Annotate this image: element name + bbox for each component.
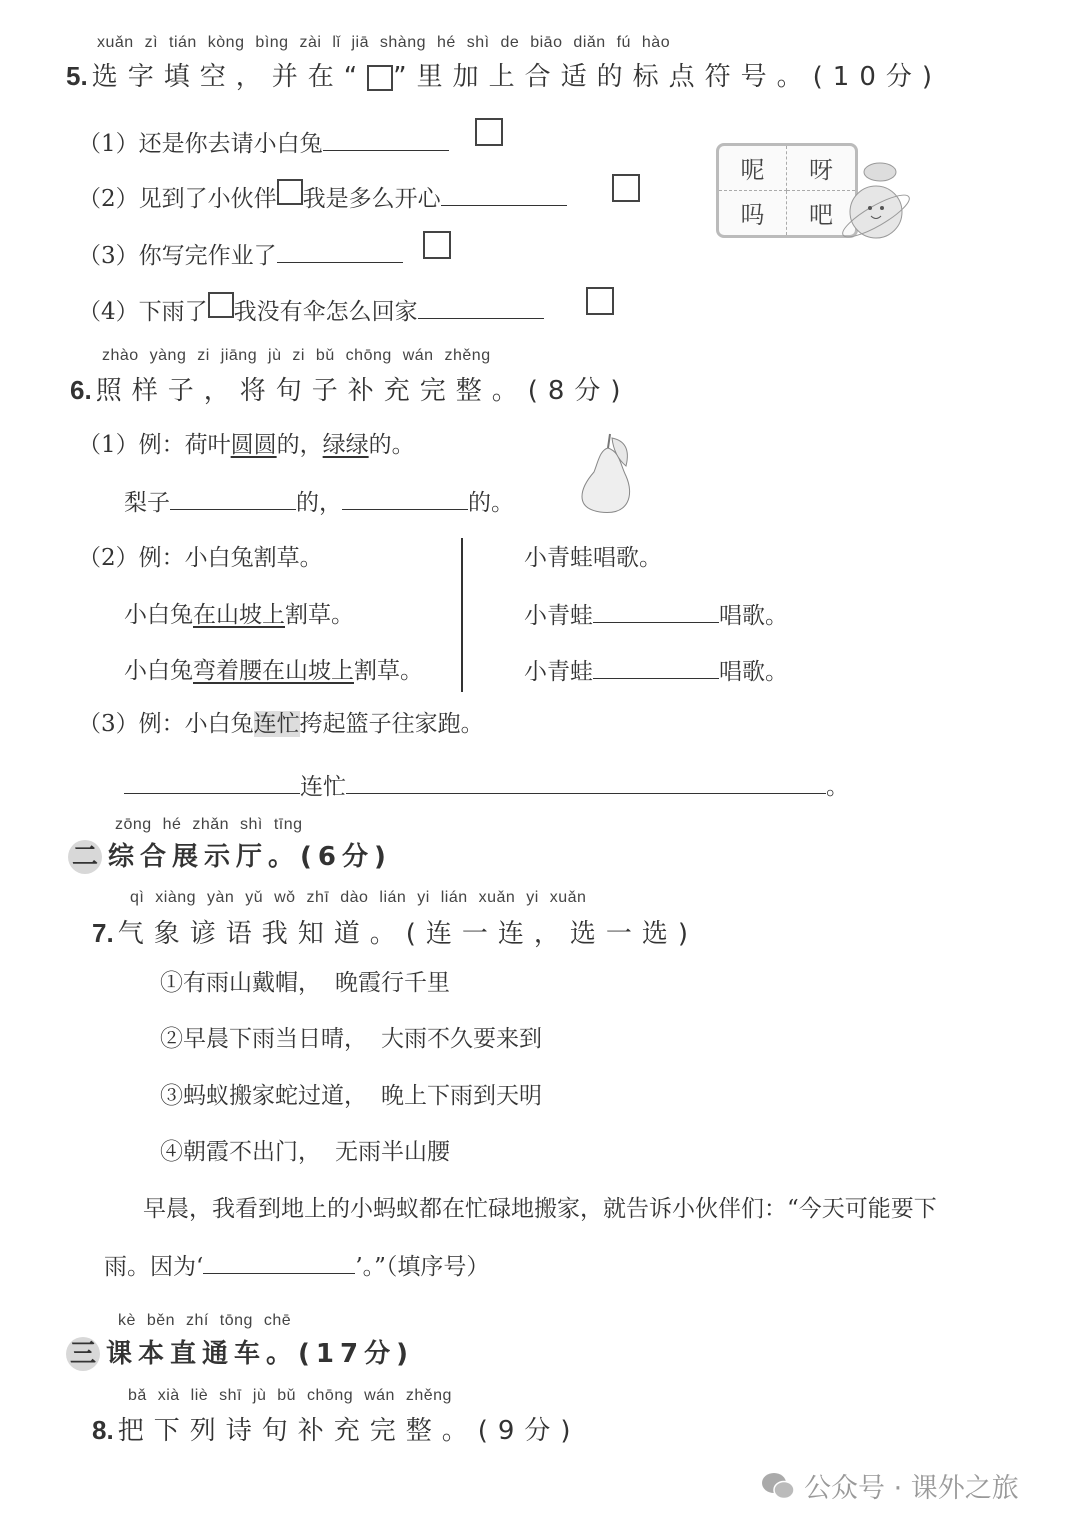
item-label: （2） bbox=[78, 186, 139, 212]
text: 梨子 bbox=[124, 490, 170, 516]
text: 小青蛙 bbox=[524, 603, 593, 629]
q5-item-1 bbox=[78, 128, 449, 159]
text: 割草。 bbox=[354, 658, 423, 684]
text: 割草。 bbox=[285, 602, 354, 628]
proverb-right[interactable]: 大雨不久要来到 bbox=[381, 1026, 542, 1052]
punct-box[interactable] bbox=[586, 287, 614, 315]
text: 雨。因为‘ bbox=[104, 1254, 204, 1280]
proverb-right[interactable]: 无雨半山腰 bbox=[335, 1139, 450, 1165]
underlined-word: 绿绿 bbox=[322, 432, 369, 458]
watermark bbox=[760, 1466, 1019, 1505]
proverb-right[interactable]: 晚霞行千里 bbox=[335, 970, 450, 996]
answer-blank[interactable] bbox=[441, 183, 567, 206]
sec2-title-text: 综合展示厅。(6分) bbox=[108, 842, 392, 872]
q8-title-text: 把下列诗句补充完整。(9分) bbox=[117, 1416, 581, 1446]
q5-number: 5. bbox=[66, 61, 88, 91]
text: 的。 bbox=[368, 432, 415, 458]
answer-blank[interactable] bbox=[124, 771, 300, 794]
q6-p3-example bbox=[78, 709, 484, 739]
item-label: （3） bbox=[78, 243, 139, 269]
q7-number: 7. bbox=[92, 918, 114, 948]
sec3-title-text: 课本直通车。(17分) bbox=[106, 1339, 414, 1369]
item-text: 见到了小伙伴 bbox=[138, 186, 277, 212]
q6-p1-answer bbox=[124, 487, 514, 518]
word-choice: 呢 bbox=[719, 146, 787, 191]
planet-illustration bbox=[840, 150, 920, 250]
text: 的， bbox=[276, 432, 323, 458]
section-badge: 三 bbox=[66, 1337, 100, 1371]
item-text: 下雨了 bbox=[138, 299, 208, 325]
text: 的， bbox=[296, 490, 342, 516]
punct-box[interactable] bbox=[612, 174, 640, 202]
text: 小青蛙 bbox=[524, 659, 593, 685]
text: （1）例：荷叶 bbox=[78, 432, 231, 458]
answer-blank[interactable] bbox=[170, 487, 296, 510]
answer-blank[interactable] bbox=[593, 600, 719, 623]
answer-blank[interactable] bbox=[346, 771, 826, 794]
answer-blank[interactable] bbox=[277, 240, 403, 263]
q7-title-text: 气象谚语我知道。(连一连，选一选) bbox=[117, 919, 698, 949]
text: 的。 bbox=[468, 490, 514, 516]
proverb-3 bbox=[160, 1081, 542, 1111]
proverb-left[interactable]: ③蚂蚁搬家蛇过道， bbox=[160, 1083, 367, 1109]
proverb-left[interactable]: ②早晨下雨当日晴， bbox=[160, 1026, 367, 1052]
answer-blank[interactable] bbox=[203, 1251, 355, 1274]
sec3-title bbox=[66, 1333, 414, 1371]
proverb-right[interactable]: 晚上下雨到天明 bbox=[381, 1083, 542, 1109]
q5-title bbox=[66, 56, 942, 93]
q6-number: 6. bbox=[70, 375, 92, 405]
answer-blank[interactable] bbox=[593, 656, 719, 679]
proverb-1 bbox=[160, 968, 450, 998]
underlined-phrase: 在山坡上 bbox=[193, 602, 285, 628]
pear-illustration bbox=[570, 428, 645, 516]
answer-blank[interactable] bbox=[342, 487, 468, 510]
q6-p3-answer bbox=[124, 771, 849, 802]
text: 唱歌。 bbox=[719, 659, 788, 685]
underlined-word: 圆圆 bbox=[230, 432, 277, 458]
q8-number: 8. bbox=[92, 1415, 114, 1445]
divider-line bbox=[461, 538, 463, 692]
q5-item-2 bbox=[78, 183, 567, 214]
q6-title bbox=[70, 370, 631, 407]
item-text: 我没有伞怎么回家 bbox=[233, 299, 418, 325]
punct-box[interactable] bbox=[475, 118, 503, 146]
answer-blank[interactable] bbox=[418, 296, 544, 319]
q5-title-b: ”里加上合适的标点符号。(10分) bbox=[393, 62, 943, 92]
q8-title bbox=[92, 1410, 581, 1447]
q6-p2-example: （2）例：小白兔割草。 bbox=[78, 545, 323, 571]
answer-blank[interactable] bbox=[323, 128, 449, 151]
punct-box[interactable] bbox=[423, 231, 451, 259]
word-choice: 吗 bbox=[719, 191, 787, 236]
item-text: 还是你去请小白兔 bbox=[138, 131, 323, 157]
q6-p2-line3 bbox=[124, 656, 423, 686]
proverb-2 bbox=[160, 1024, 542, 1054]
q5-item-3 bbox=[78, 240, 403, 271]
underlined-phrase: 弯着腰在山坡上 bbox=[193, 658, 354, 684]
item-text: 你写完作业了 bbox=[138, 243, 277, 269]
proverb-4 bbox=[160, 1137, 450, 1167]
punct-box-sample bbox=[367, 65, 393, 91]
text: ’。”（填序号） bbox=[355, 1254, 490, 1280]
word-choice-table bbox=[716, 143, 858, 238]
sec2-pinyin: zōng hé zhǎn shì tīng bbox=[115, 816, 303, 833]
highlighted-word: 连忙 bbox=[253, 711, 300, 737]
text: 小白兔 bbox=[124, 602, 193, 628]
wechat-icon bbox=[760, 1470, 796, 1502]
sec3-pinyin: kè běn zhí tōng chē bbox=[118, 1312, 292, 1329]
q7-paragraph-line2 bbox=[104, 1251, 489, 1282]
word-choice: 吧 bbox=[809, 201, 833, 230]
q5-title-a: 选字填空，并在“ bbox=[91, 62, 368, 92]
text: 唱歌。 bbox=[719, 603, 788, 629]
q7-pinyin: qì xiàng yàn yǔ wǒ zhī dào lián yi lián xuǎn yi xuǎn bbox=[130, 889, 587, 906]
q7-paragraph-line1: 早晨，我看到地上的小蚂蚁都在忙碌地搬家，就告诉小伙伴们：“今天可能要下 bbox=[143, 1196, 937, 1222]
watermark-text: 公众号 · 课外之旅 bbox=[804, 1473, 1019, 1504]
punct-box[interactable] bbox=[208, 292, 234, 318]
item-label: （4） bbox=[78, 299, 139, 325]
section-badge: 二 bbox=[68, 840, 102, 874]
text: （3）例：小白兔 bbox=[78, 711, 254, 737]
proverb-left[interactable]: ④朝霞不出门， bbox=[160, 1139, 321, 1165]
text: 小白兔 bbox=[124, 658, 193, 684]
q6-p2-right3 bbox=[524, 656, 788, 687]
punct-box[interactable] bbox=[277, 179, 303, 205]
q6-p2-right2 bbox=[524, 600, 788, 631]
text: 。 bbox=[826, 774, 849, 800]
q6-pinyin: zhào yàng zi jiāng jù zi bǔ chōng wán zhěng bbox=[102, 347, 491, 364]
q8-pinyin: bǎ xià liè shī jù bǔ chōng wán zhěng bbox=[128, 1387, 452, 1404]
q5-pinyin: xuǎn zì tián kòng bìng zài lǐ jiā shàng hé shì de biāo diǎn fú hào bbox=[97, 34, 671, 51]
q6-title-text: 照样子，将句子补充完整。(8分) bbox=[95, 376, 631, 406]
word-choice: 呀 bbox=[787, 146, 855, 191]
q6-p2-line2 bbox=[124, 600, 354, 630]
item-text: 我是多么开心 bbox=[302, 186, 441, 212]
item-label: （1） bbox=[78, 131, 139, 157]
text: 连忙 bbox=[300, 774, 346, 800]
sec2-title bbox=[68, 836, 392, 874]
text: 挎起篮子往家跑。 bbox=[299, 711, 484, 737]
q7-title bbox=[92, 913, 698, 950]
proverb-left[interactable]: ①有雨山戴帽， bbox=[160, 970, 321, 996]
q6-p1-example bbox=[78, 430, 415, 460]
q5-item-4 bbox=[78, 296, 544, 327]
q6-p2-right1: 小青蛙唱歌。 bbox=[524, 545, 662, 571]
